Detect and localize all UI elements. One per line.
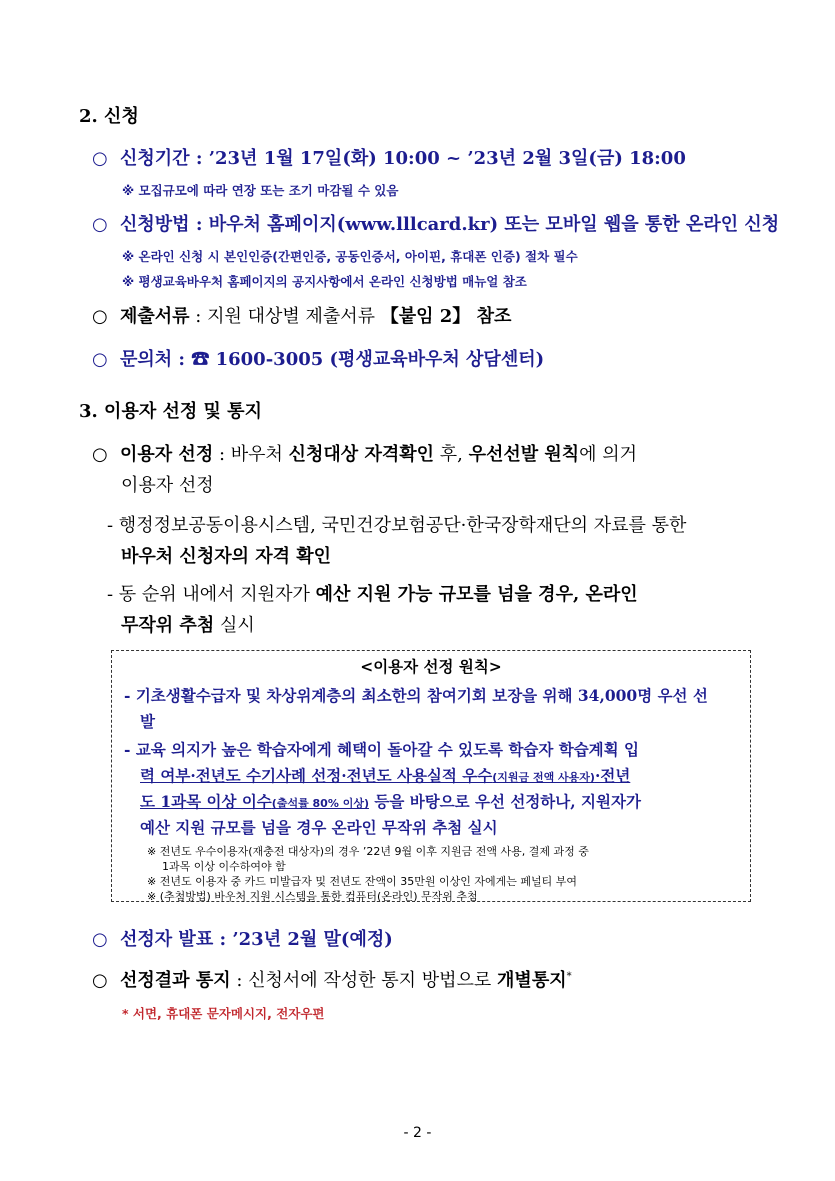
dash-item-2-line2: 무작위 추첨 실시 bbox=[121, 615, 255, 636]
result-notification: ○ 선정결과 통지 : 신청서에 작성한 통지 방법으로 개별통지* bbox=[92, 970, 572, 991]
notification-note: * 서면, 휴대폰 문자메시지, 전자우편 bbox=[122, 1006, 325, 1021]
user-selection: ○ 이용자 선정 : 바우처 신청대상 자격확인 후, 우선선발 원칙에 의거 bbox=[92, 444, 638, 465]
box-item-2: - 교육 의지가 높은 학습자에게 혜택이 돌아갈 수 있도록 학습자 학습계획 입 bbox=[124, 740, 639, 759]
submit-docs: ○ 제출서류 : 지원 대상별 제출서류 【붙임 2】 참조 bbox=[92, 306, 512, 327]
box-note-3: ※ (추첨방법) 바우처 지원 시스템을 통한 컴퓨터(온라인) 무작위 추첨 bbox=[147, 890, 478, 903]
contact: ○ 문의처 : ☎ 1600-3005 (평생교육바우처 상담센터) bbox=[92, 349, 545, 370]
box-item-2-line2: 력 여부·전년도 수기사례 선정·전년도 사용실적 우수(지원금 전액 사용자)·전년 bbox=[140, 766, 631, 785]
apply-method: ○ 신청방법 : 바우처 홈페이지(www.lllcard.kr) 또는 모바일 웹을 통한 온라인 신청 bbox=[92, 214, 780, 235]
bullet: ○ bbox=[92, 970, 108, 991]
method-note-2: ※ 평생교육바우처 홈페이지의 공지사항에서 온라인 신청방법 매뉴얼 참조 bbox=[122, 274, 527, 289]
bullet: ○ bbox=[92, 148, 108, 169]
box-item-1: - 기초생활수급자 및 차상위계층의 최소한의 참여기회 보장을 위해 34,000명 우선 선 bbox=[124, 686, 708, 705]
section-3-title: 3. 이용자 선정 및 통지 bbox=[79, 401, 262, 422]
bullet: ○ bbox=[92, 929, 108, 950]
bullet: ○ bbox=[92, 444, 108, 465]
apply-period: ○ 신청기간 : ’23년 1월 17일(화) 10:00 ~ ’23년 2월 3일(금) 18:00 bbox=[92, 148, 686, 169]
bullet: ○ bbox=[92, 306, 108, 327]
selection-principles-box bbox=[111, 650, 751, 902]
box-title: <이용자 선정 원칙> bbox=[360, 657, 502, 676]
bullet: ○ bbox=[92, 214, 108, 235]
dash-item-2: - 동 순위 내에서 지원자가 예산 지원 가능 규모를 넘을 경우, 온라인 bbox=[107, 584, 638, 605]
box-item-2-line3: 도 1과목 이상 이수(출석률 80% 이상) 등을 바탕으로 우선 선정하나, 지원자가 bbox=[140, 792, 641, 811]
dash-item-1: - 행정정보공동이용시스템, 국민건강보험공단·한국장학재단의 자료를 통한 bbox=[107, 515, 687, 536]
dash-item-1-line2: 바우처 신청자의 자격 확인 bbox=[121, 546, 332, 567]
period-note: ※ 모집규모에 따라 연장 또는 조기 마감될 수 있음 bbox=[122, 183, 399, 198]
box-note-1: ※ 전년도 우수이용자(재충전 대상자)의 경우 ’22년 9월 이후 지원금 전액 사용, 결제 과정 중 bbox=[147, 845, 589, 858]
user-selection-line2: 이용자 선정 bbox=[121, 475, 214, 496]
bullet: ○ bbox=[92, 349, 108, 370]
method-note-1: ※ 온라인 신청 시 본인인증(간편인증, 공동인증서, 아이핀, 휴대폰 인증) 절차 필수 bbox=[122, 249, 578, 264]
section-2-title: 2. 신청 bbox=[79, 106, 139, 127]
box-item-2-line4: 예산 지원 규모를 넘을 경우 온라인 무작위 추첨 실시 bbox=[140, 818, 498, 837]
box-note-1-line2: 1과목 이상 이수하여야 함 bbox=[162, 860, 286, 873]
announcement: ○ 선정자 발표 : ’23년 2월 말(예정) bbox=[92, 929, 393, 950]
page-number: - 2 - bbox=[403, 1125, 432, 1141]
box-note-2: ※ 전년도 이용자 중 카드 미발급자 및 전년도 잔액이 35만원 이상인 자에게는 페널티 부여 bbox=[147, 875, 577, 888]
box-item-1-line2: 발 bbox=[140, 712, 155, 731]
